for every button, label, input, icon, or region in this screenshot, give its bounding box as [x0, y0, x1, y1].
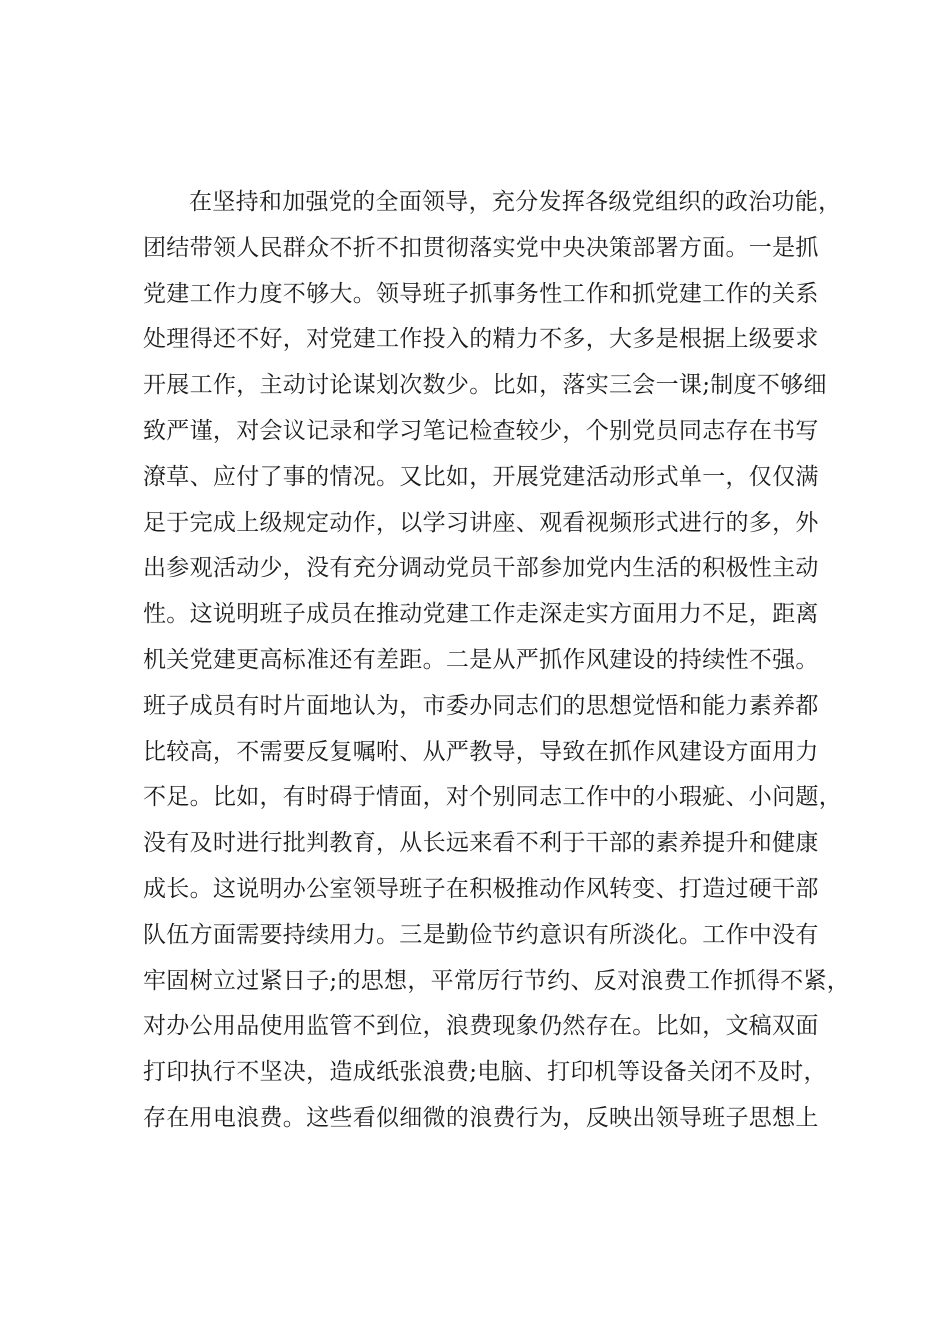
- text-line: 出参观活动少，没有充分调动党员干部参加党内生活的积极性主动: [143, 555, 819, 582]
- text-line: 打印执行不坚决，造成纸张浪费;电脑、打印机等设备关闭不及时，: [143, 1059, 827, 1086]
- text-line: 机关党建更高标准还有差距。二是从严抓作风建设的持续性不强。: [143, 646, 819, 673]
- text-line: 党建工作力度不够大。领导班子抓事务性工作和抓党建工作的关系: [143, 280, 819, 307]
- text-line: 成长。这说明办公室领导班子在积极推动作风转变、打造过硬干部: [143, 875, 819, 902]
- text-line: 开展工作，主动讨论谋划次数少。比如，落实三会一课;制度不够细: [143, 372, 827, 399]
- text-line: 比较高，不需要反复嘱咐、从严教导，导致在抓作风建设方面用力: [143, 738, 819, 765]
- text-line: 足于完成上级规定动作，以学习讲座、观看视频形式进行的多，外: [143, 509, 819, 536]
- body-paragraph: [143, 180, 851, 1142]
- text-line: 团结带领人民群众不折不扣贯彻落实党中央决策部署方面。一是抓: [143, 234, 819, 261]
- text-line: 致严谨，对会议记录和学习笔记检查较少，个别党员同志存在书写: [143, 417, 819, 444]
- text-line: 不足。比如，有时碍于情面，对个别同志工作中的小瑕疵、小问题，: [143, 784, 842, 811]
- text-line: 没有及时进行批判教育，从长远来看不利于干部的素养提升和健康: [143, 830, 819, 857]
- text-line: 潦草、应付了事的情况。又比如，开展党建活动形式单一，仅仅满: [143, 463, 819, 490]
- text-line: 处理得还不好，对党建工作投入的精力不多，大多是根据上级要求: [143, 326, 819, 353]
- text-line: 班子成员有时片面地认为，市委办同志们的思想觉悟和能力素养都: [143, 692, 819, 719]
- text-line: 性。这说明班子成员在推动党建工作走深走实方面用力不足，距离: [143, 601, 819, 628]
- text-line: 对办公用品使用监管不到位，浪费现象仍然存在。比如，文稿双面: [143, 1013, 819, 1040]
- text-line: 队伍方面需要持续用力。三是勤俭节约意识有所淡化。工作中没有: [143, 921, 819, 948]
- text-line: 牢固树立过紧日子;的思想，平常厉行节约、反对浪费工作抓得不紧，: [143, 967, 851, 994]
- text-line: 在坚持和加强党的全面领导，充分发挥各级党组织的政治功能，: [189, 189, 842, 215]
- text-line: 存在用电浪费。这些看似细微的浪费行为，反映出领导班子思想上: [143, 1104, 819, 1131]
